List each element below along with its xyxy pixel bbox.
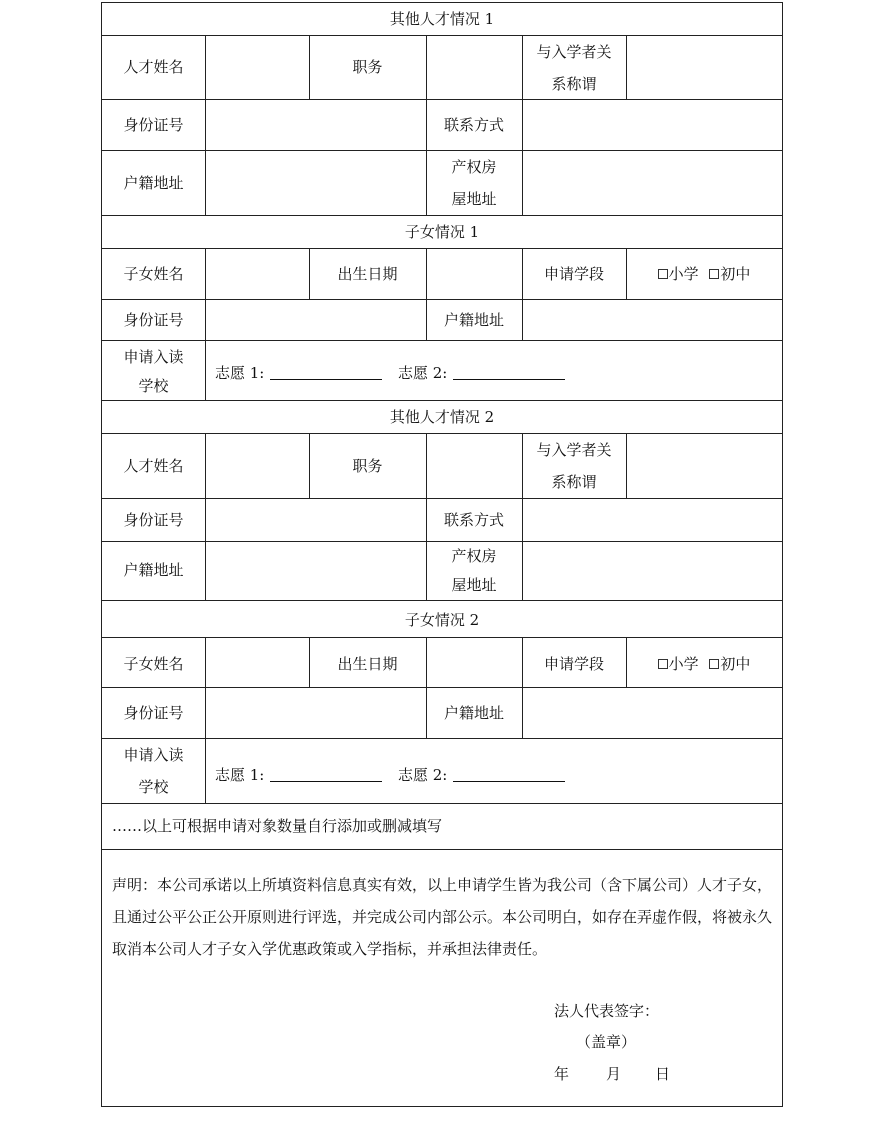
hukou-address-label: 户籍地址 — [123, 561, 184, 579]
choice-1 — [215, 759, 382, 791]
contact-field[interactable] — [523, 499, 781, 540]
position-field[interactable] — [427, 434, 521, 497]
row-divider — [102, 849, 782, 850]
primary-school-option: 小学 — [668, 655, 699, 673]
child-hukou-field[interactable] — [523, 300, 781, 339]
school-stage-options — [626, 648, 782, 680]
choice-2 — [398, 759, 565, 791]
date-day: 日 — [655, 1065, 671, 1083]
section-heading-child-1: 子女情况 1 — [404, 223, 480, 241]
position-label: 职务 — [352, 58, 383, 76]
choice-2-blank[interactable] — [453, 365, 565, 380]
school-choice-label-line1: 申请入读 — [123, 746, 184, 764]
property-address-label-line1: 产权房 — [451, 158, 497, 176]
relation-label-line2: 系称谓 — [551, 75, 597, 93]
talent-name-label: 人才姓名 — [123, 457, 184, 475]
primary-school-checkbox[interactable] — [658, 659, 668, 669]
school-choice-label-line2: 学校 — [138, 778, 169, 796]
primary-school-checkbox[interactable] — [658, 269, 668, 279]
property-address-label-line2: 屋地址 — [451, 190, 497, 208]
section-heading-talent-1: 其他人才情况 1 — [389, 10, 495, 28]
legal-rep-signature-label: 法人代表签字： — [554, 1002, 660, 1020]
section-heading-child-2: 子女情况 2 — [404, 611, 480, 629]
signature-area[interactable] — [662, 995, 772, 1027]
declaration-line-3: 取消本公司人才子女入学优惠政策或入学指标，并承担法律责任。 — [112, 940, 548, 958]
birth-date-field[interactable] — [427, 249, 521, 298]
contact-label: 联系方式 — [443, 511, 504, 529]
hukou-address-field[interactable] — [206, 151, 425, 214]
hukou-address-label: 户籍地址 — [123, 174, 184, 192]
child-id-number-label: 身份证号 — [123, 704, 184, 722]
id-number-field[interactable] — [206, 100, 425, 149]
talent-name-field[interactable] — [206, 434, 308, 497]
date-month: 月 — [606, 1065, 622, 1083]
middle-school-option: 初中 — [720, 265, 751, 283]
position-label: 职务 — [352, 457, 383, 475]
property-address-label-line1: 产权房 — [451, 547, 497, 565]
school-choice-label-line1: 申请入读 — [123, 348, 184, 366]
choice-1-blank[interactable] — [270, 767, 382, 782]
school-choice-label-line2: 学校 — [138, 377, 169, 395]
choice-1-label: 志愿 1: — [215, 364, 265, 382]
school-stage-options — [626, 258, 782, 290]
birth-date-label: 出生日期 — [337, 265, 398, 283]
row-divider — [102, 803, 782, 804]
child-name-field[interactable] — [206, 638, 308, 686]
child-name-field[interactable] — [206, 249, 308, 298]
middle-school-checkbox[interactable] — [709, 659, 719, 669]
relation-label-line2: 系称谓 — [551, 473, 597, 491]
property-address-label-line2: 屋地址 — [451, 576, 497, 594]
child-hukou-label: 户籍地址 — [443, 311, 504, 329]
choice-1 — [215, 357, 382, 389]
choice-1-blank[interactable] — [270, 365, 382, 380]
primary-school-option: 小学 — [668, 265, 699, 283]
relation-field[interactable] — [627, 434, 781, 497]
birth-date-label: 出生日期 — [337, 655, 398, 673]
relation-field[interactable] — [627, 36, 781, 98]
child-name-label: 子女姓名 — [123, 655, 184, 673]
child-hukou-label: 户籍地址 — [443, 704, 504, 722]
application-form-table — [101, 2, 783, 1107]
property-address-field[interactable] — [523, 542, 781, 599]
talent-name-field[interactable] — [206, 36, 308, 98]
middle-school-option: 初中 — [720, 655, 751, 673]
seal-label: （盖章） — [576, 1033, 637, 1051]
child-id-number-label: 身份证号 — [123, 311, 184, 329]
contact-field[interactable] — [523, 100, 781, 149]
choice-2-label: 志愿 2: — [398, 364, 448, 382]
date-year: 年 — [554, 1065, 570, 1083]
contact-label: 联系方式 — [443, 116, 504, 134]
child-name-label: 子女姓名 — [123, 265, 184, 283]
child-id-number-field[interactable] — [206, 688, 425, 737]
choice-1-label: 志愿 1: — [215, 766, 265, 784]
relation-label-line1: 与入学者关 — [536, 43, 612, 61]
section-heading-talent-2: 其他人才情况 2 — [389, 408, 495, 426]
talent-name-label: 人才姓名 — [123, 58, 184, 76]
id-number-label: 身份证号 — [123, 116, 184, 134]
middle-school-checkbox[interactable] — [709, 269, 719, 279]
id-number-field[interactable] — [206, 499, 425, 540]
hukou-address-field[interactable] — [206, 542, 425, 599]
school-stage-label: 申请学段 — [543, 265, 604, 283]
declaration-line-2: 且通过公平公正公开原则进行评选，并完成公司内部公示。本公司明白，如存在弄虚作假，将被永久 — [112, 908, 773, 926]
relation-label-line1: 与入学者关 — [536, 441, 612, 459]
child-hukou-field[interactable] — [523, 688, 781, 737]
property-address-field[interactable] — [523, 151, 781, 214]
child-id-number-field[interactable] — [206, 300, 425, 339]
choice-2 — [398, 357, 565, 389]
choice-2-label: 志愿 2: — [398, 766, 448, 784]
declaration-line-1: 声明：本公司承诺以上所填资料信息真实有效，以上申请学生皆为我公司（含下属公司）人才子女， — [112, 876, 773, 894]
add-remove-note: ……以上可根据申请对象数量自行添加或删减填写 — [112, 817, 443, 835]
birth-date-field[interactable] — [427, 638, 521, 686]
choice-2-blank[interactable] — [453, 767, 565, 782]
school-stage-label: 申请学段 — [543, 655, 604, 673]
id-number-label: 身份证号 — [123, 511, 184, 529]
position-field[interactable] — [427, 36, 521, 98]
